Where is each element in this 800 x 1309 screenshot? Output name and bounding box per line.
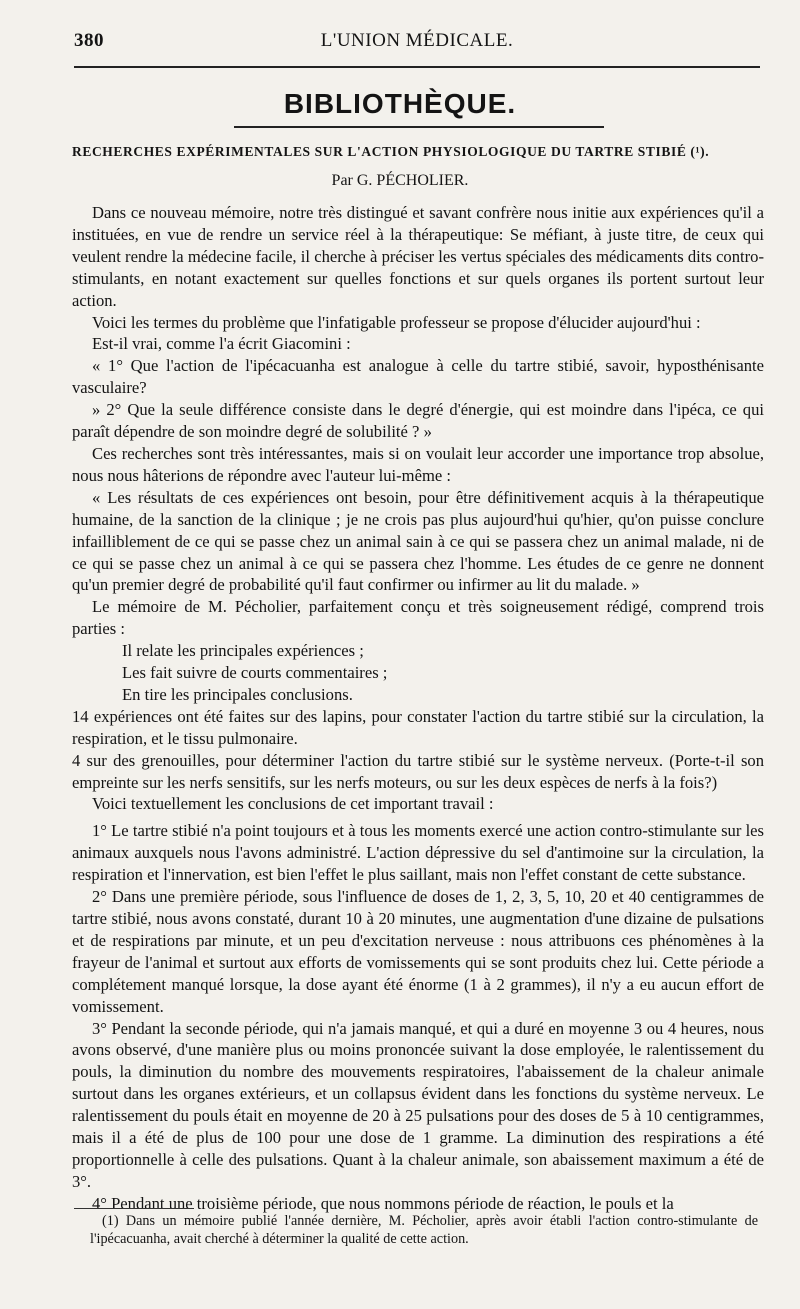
article-title: RECHERCHES EXPÉRIMENTALES SUR L'ACTION PHYSIOLOGIQUE DU TARTRE STIBIÉ (¹). xyxy=(72,144,710,159)
header-rule xyxy=(74,66,760,68)
body-paragraph: » 2° Que la seule différence consiste dans le degré d'énergie, qui est moindre dans l'ipéca, ce qui paraît dépendre de son moindre degré de solubilité ? » xyxy=(72,400,764,442)
body-paragraph: 4° Pendant une troisième période, que nous nommons période de réaction, le pouls et la xyxy=(92,1193,674,1213)
footnote-rule xyxy=(74,1208,194,1209)
article-byline: Par G. PÉCHOLIER. xyxy=(331,172,469,189)
article-body xyxy=(72,202,764,1215)
running-header xyxy=(74,30,760,60)
body-paragraph: Dans ce nouveau mémoire, notre très distingué et savant confrère nous initie aux expériences qu'il a instituées, en vue de rendre un service réel à la thérapeutique: Se méfiant, à juste titre, de ceux qui veulent rendre la médecine facile, il cherche à préciser les vertus spéciales des médicaments dits contro-stimulants, en notant exactement sur quelles fonctions et sur quels organes ils portent surtout leur action. xyxy=(72,203,764,310)
section-title-rule xyxy=(234,126,604,128)
body-paragraph: « 1° Que l'action de l'ipécacuanha est analogue à celle du tartre stibié, savoir, hyposthénisante vasculaire? xyxy=(72,356,764,398)
page-number: 380 xyxy=(74,30,104,51)
footnote-text: (1) Dans un mémoire publié l'année dernière, M. Pécholier, après avoir établi l'action contro-stimulante de l'ipécacuanha, avait cherché à déterminer la qualité de cette action. xyxy=(90,1213,758,1247)
section-title: BIBLIOTHÈQUE. xyxy=(283,88,517,119)
body-paragraph: 1° Le tartre stibié n'a point toujours et à tous les moments exercé une action contro-stimulante sur les animaux auxquels nous l'avons administré. L'action dépressive du sel d'antimoine sur la circulation, la respiration et l'innervation, est bien l'effet le plus saillant, mais non l'effet constant de cette substance. xyxy=(72,821,764,885)
body-paragraph: Voici textuellement les conclusions de cet important travail : xyxy=(92,794,494,814)
running-title: L'UNION MÉDICALE. xyxy=(320,30,514,51)
body-paragraph: Voici les termes du problème que l'infatigable professeur se propose d'élucider aujourd'hui : xyxy=(92,312,701,332)
body-paragraph: Le mémoire de M. Pécholier, parfaitement conçu et très soigneusement rédigé, comprend trois parties : xyxy=(72,597,764,639)
body-paragraph: Ces recherches sont très intéressantes, mais si on voulait leur accorder une importance trop absolue, nous nous hâterions de répondre avec l'auteur lui-même : xyxy=(72,443,764,485)
body-paragraph: En tire les principales conclusions. xyxy=(122,684,353,704)
body-paragraph: 3° Pendant la seconde période, qui n'a jamais manqué, et qui a duré en moyenne 3 ou 4 heures, nous avons observé, d'une manière plus ou moins prononcée suivant la dose employée, le ralentissement du pouls, la diminution du nombre des mouvements respiratoires, l'abaissement de la chaleur animale surtout dans les organes extérieurs, et un collapsus évident dans les fonctions du système nerveux. Le ralentissement du pouls était en moyenne de 20 à 25 pulsations pour des doses de 5 à 10 centigrammes, mais il a été de plus de 100 pour une dose de 1 gramme. La diminution des respirations a été proportionnelle à celle des pulsations. Quant à la chaleur animale, son abaissement maximum a été de 3°. xyxy=(72,1018,764,1191)
body-paragraph: 4 sur des grenouilles, pour déterminer l'action du tartre stibié sur le système nerveux. (Porte-t-il son empreinte sur les nerfs sensitifs, sur les nerfs moteurs, ou sur les deux espèces de nerfs à la fois?) xyxy=(72,750,764,792)
body-paragraph: Est-il vrai, comme l'a écrit Giacomini : xyxy=(92,334,351,354)
body-paragraph: Il relate les principales expériences ; xyxy=(122,641,364,661)
body-paragraph: « Les résultats de ces expériences ont besoin, pour être définitivement acquis à la thérapeutique humaine, de la sanction de la clinique ; je ne crois pas plus aujourd'hui qu'hier, qu'on puisse conclure infailliblement de ce qui se passe chez un animal sain à ce qui se passera chez un animal malade, ni de ce qui se passe chez un animal à ce qui se passera chez l'homme. Les études de ce genre ne donnent qu'un premier degré de probabilité qu'il faut confirmer ou infirmer au lit du malade. » xyxy=(72,487,764,595)
body-paragraph: 2° Dans une première période, sous l'influence de doses de 1, 2, 3, 5, 10, 20 et 40 centigrammes de tartre stibié, nous avons constaté, durant 10 à 20 minutes, une augmentation d'une dizaine de pulsations et de respirations par minute, et un peu d'excitation nerveuse : nous attribuons ces phénomènes à la frayeur de l'animal et surtout aux efforts de vomissements qui se sont produits chez lui. Cette période a complétement manqué lorsque, la dose ayant été énorme (1 à 2 grammes), il n'y a eu aucun effort de vomissement. xyxy=(72,887,764,1016)
body-paragraph: 14 expériences ont été faites sur des lapins, pour constater l'action du tartre stibié sur la circulation, la respiration, et le tissu pulmonaire. xyxy=(72,706,764,748)
body-paragraph: Les fait suivre de courts commentaires ; xyxy=(122,663,388,683)
footnote xyxy=(90,1212,758,1248)
